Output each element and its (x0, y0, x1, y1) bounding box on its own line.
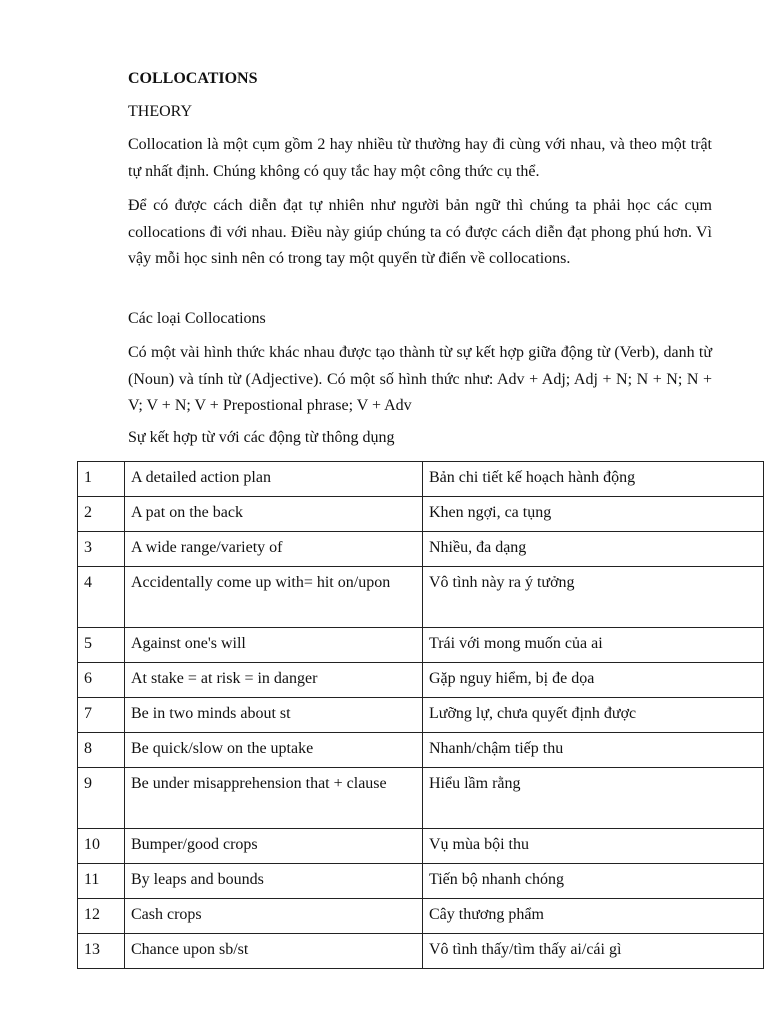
table-row (78, 497, 764, 532)
english-collocation: Cash crops (125, 899, 423, 934)
row-number: 2 (78, 497, 125, 532)
row-number: 13 (78, 934, 125, 969)
english-collocation: A pat on the back (125, 497, 423, 532)
english-collocation: Be quick/slow on the uptake (125, 733, 423, 768)
row-number: 4 (78, 567, 125, 628)
vietnamese-meaning: Lưỡng lự, chưa quyết định được (423, 698, 764, 733)
table-row (78, 698, 764, 733)
vietnamese-meaning: Hiểu lầm rằng (423, 768, 764, 829)
vietnamese-meaning: Tiến bộ nhanh chóng (423, 864, 764, 899)
row-number: 3 (78, 532, 125, 567)
vietnamese-meaning: Bản chi tiết kế hoạch hành động (423, 462, 764, 497)
english-collocation: A wide range/variety of (125, 532, 423, 567)
row-number: 9 (78, 768, 125, 829)
table-row (78, 663, 764, 698)
row-number: 1 (78, 462, 125, 497)
vietnamese-meaning: Khen ngợi, ca tụng (423, 497, 764, 532)
section-heading-theory: THEORY (128, 103, 192, 120)
table-row (78, 628, 764, 663)
row-number: 6 (78, 663, 125, 698)
row-number: 11 (78, 864, 125, 899)
row-number: 10 (78, 829, 125, 864)
row-number: 8 (78, 733, 125, 768)
table-row (78, 768, 764, 829)
vietnamese-meaning: Nhanh/chậm tiếp thu (423, 733, 764, 768)
collocations-table-body (78, 462, 764, 969)
table-row (78, 567, 764, 628)
vietnamese-meaning: Gặp nguy hiểm, bị đe dọa (423, 663, 764, 698)
english-collocation: A detailed action plan (125, 462, 423, 497)
english-collocation: Be under misapprehension that + clause (125, 768, 423, 829)
vietnamese-meaning: Cây thương phẩm (423, 899, 764, 934)
collocations-table (77, 461, 764, 969)
english-collocation: Accidentally come up with= hit on/upon (125, 567, 423, 628)
table-row (78, 864, 764, 899)
vietnamese-meaning: Trái với mong muốn của ai (423, 628, 764, 663)
paragraph-importance: Để có được cách diễn đạt tự nhiên như người bản ngữ thì chúng ta phải học các cụm collocations đi với nhau. Điều này giúp chúng ta có được cách diễn đạt phong phú hơn. Vì vậy mỗi học sinh nên có trong tay một quyển từ điển về collocations. (128, 197, 712, 267)
table-row (78, 733, 764, 768)
document-title: COLLOCATIONS (128, 70, 258, 87)
row-number: 5 (78, 628, 125, 663)
english-collocation: By leaps and bounds (125, 864, 423, 899)
table-row (78, 899, 764, 934)
english-collocation: Be in two minds about st (125, 698, 423, 733)
table-row (78, 934, 764, 969)
section-heading-types: Các loại Collocations (128, 310, 266, 327)
table-row (78, 462, 764, 497)
english-collocation: At stake = at risk = in danger (125, 663, 423, 698)
paragraph-definition: Collocation là một cụm gồm 2 hay nhiều từ thường hay đi cùng với nhau, và theo một trật tự nhất định. Chúng không có quy tắc hay một công thức cụ thể. (128, 136, 712, 180)
vietnamese-meaning: Nhiều, đa dạng (423, 532, 764, 567)
english-collocation: Bumper/good crops (125, 829, 423, 864)
section-heading-verbs: Sự kết hợp từ với các động từ thông dụng (128, 429, 395, 446)
vietnamese-meaning: Vô tình này ra ý tưởng (423, 567, 764, 628)
english-collocation: Chance upon sb/st (125, 934, 423, 969)
vietnamese-meaning: Vô tình thấy/tìm thấy ai/cái gì (423, 934, 764, 969)
vietnamese-meaning: Vụ mùa bội thu (423, 829, 764, 864)
row-number: 7 (78, 698, 125, 733)
english-collocation: Against one's will (125, 628, 423, 663)
paragraph-types: Có một vài hình thức khác nhau được tạo thành từ sự kết hợp giữa động từ (Verb), danh từ (Noun) và tính từ (Adjective). Có một số hình thức như: Adv + Adj; Adj + N; N + N; N + V; V + N; V + Prepostional phrase; V + Adv (128, 344, 712, 414)
row-number: 12 (78, 899, 125, 934)
table-row (78, 829, 764, 864)
table-row (78, 532, 764, 567)
